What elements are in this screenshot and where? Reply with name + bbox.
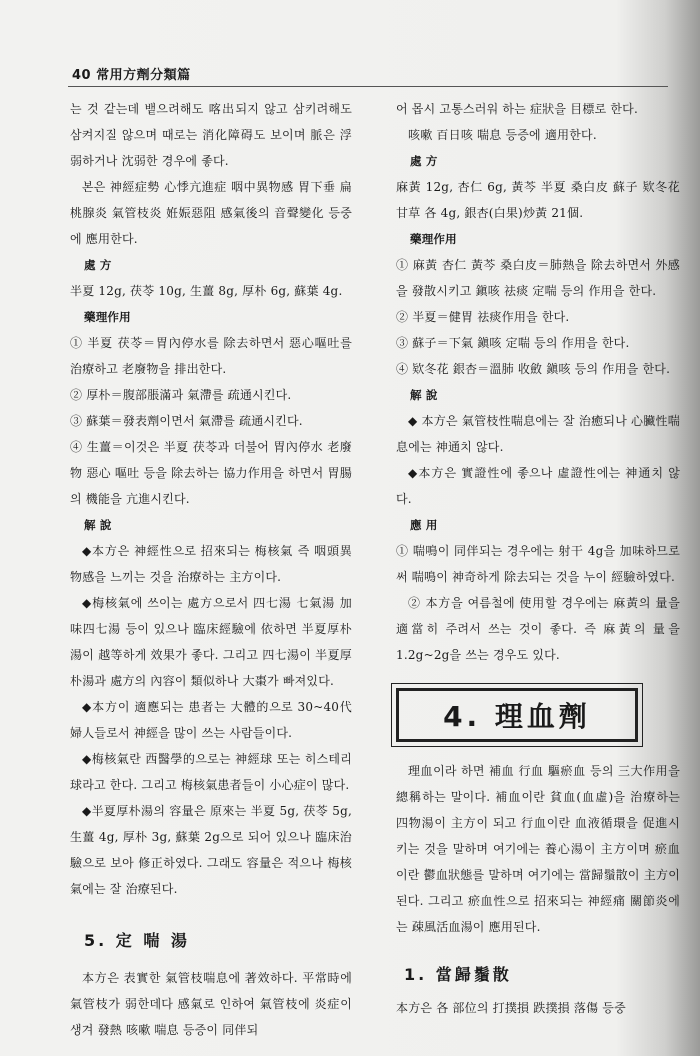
paragraph: 本方은 各 部位의 打撲損 跌撲損 落傷 등중 bbox=[396, 1001, 626, 1015]
paragraph: 어 몹시 고통스러워 하는 症狀을 目標로 한다. bbox=[396, 102, 638, 116]
paragraph: ③ 蘇子＝下氣 鎭咳 定喘 등의 作用을 한다. bbox=[396, 336, 630, 350]
paragraph: 咳嗽 百日咳 喘息 등증에 適用한다. bbox=[408, 128, 597, 142]
paragraph: ④ 生薑＝이것은 半夏 茯苓과 더불어 胃內停水 老廢物 惡心 嘔吐 등을 除去하는 協力作用을 하면서 胃腸의 機能을 亢進시킨다. bbox=[70, 440, 352, 506]
paragraph: ② 半夏＝健胃 祛痰作用을 한다. bbox=[396, 310, 570, 324]
subsection-heading: 解 說 bbox=[84, 518, 112, 532]
paragraph: 理血이라 하면 補血 行血 驅瘀血 등의 三大作用을 總稱하는 말이다. 補血이란 貧血(血虛)을 治療하는 四物湯이 主方이 되고 行血이란 血液循環을 促進시키는 것을 말하며 여기에는 養心湯이 主方이며 瘀血이란 鬱血狀態를 말하며 여기에는 當歸鬚散이 主方이 된다. 그리고 瘀血性으로 招來되는 神經痛 關節炎에는 疎風活血湯이 應用된다. bbox=[396, 764, 680, 934]
paragraph: 本方은 表實한 氣管枝喘息에 著效하다. 平常時에 氣管枝가 弱한데다 感氣로 인하여 氣管枝에 炎症이 생겨 發熱 咳嗽 喘息 등증이 同伴되 bbox=[70, 971, 352, 1037]
header-divider bbox=[68, 86, 668, 87]
subsection-heading: 應 用 bbox=[410, 518, 438, 532]
paragraph: ① 半夏 茯苓＝胃內停水를 除去하면서 惡心嘔吐를 治療하고 老廢物을 排出한다. bbox=[70, 336, 352, 376]
paragraph: ◆梅核氣란 西醫學的으로는 神經球 또는 히스테리球라고 한다. 그리고 梅核氣患者들이 小心症이 많다. bbox=[70, 752, 352, 792]
paragraph: ③ 蘇葉＝發表劑이면서 氣滯를 疏通시킨다. bbox=[70, 414, 303, 428]
subsection-heading: 藥理作用 bbox=[84, 310, 131, 324]
paragraph: 본은 神經症勢 心悸亢進症 咽中異物感 胃下垂 扁桃腺炎 氣管枝炎 姙娠惡阻 感氣後의 音聲變化 등중에 應用한다. bbox=[70, 180, 352, 246]
paragraph: ◆ 本方은 氣管枝性喘息에는 잘 治癒되나 心臟性喘息에는 神通치 않다. bbox=[396, 414, 680, 454]
chapter-heading: 4. 理血劑 bbox=[443, 700, 591, 733]
subsection-heading: 藥理作用 bbox=[410, 232, 457, 246]
subsection-heading: 解 說 bbox=[410, 388, 438, 402]
paragraph: ◆本方이 適應되는 患者는 大體的으로 30~40代 婦人들로서 神經을 많이 쓰는 사람들이다. bbox=[70, 700, 352, 740]
paragraph: ② 本方을 여름철에 使用할 경우에는 麻黃의 量을 適當히 주려서 쓰는 것이 좋다. 즉 麻黃의 量을 1.2g~2g을 쓰는 경우도 있다. bbox=[396, 596, 680, 662]
paragraph: 半夏 12g, 茯苓 10g, 生薑 8g, 厚朴 6g, 蘇葉 4g. bbox=[70, 284, 343, 298]
page-header: 40 常用方劑分類篇 bbox=[72, 68, 191, 83]
left-column bbox=[70, 96, 352, 1043]
paragraph: ◆梅核氣에 쓰이는 處方으로서 四七湯 七氣湯 加味四七湯 등이 있으나 臨床經驗에 依하면 半夏厚朴湯이 越等하게 效果가 좋다. 그리고 四七湯이 半夏厚朴湯과 處方의 內容이 類似하나 大棗가 빠져있다. bbox=[70, 596, 352, 688]
section-title: 1. 當歸鬚散 bbox=[404, 965, 512, 984]
paragraph: ① 麻黃 杏仁 黃芩 桑白皮＝肺熱을 除去하면서 外感을 發散시키고 鎭咳 祛痰 定喘 등의 作用을 한다. bbox=[396, 258, 680, 298]
paragraph: ④ 欵冬花 銀杏＝溫肺 收斂 鎭咳 등의 作用을 한다. bbox=[396, 362, 671, 376]
paragraph: 麻黃 12g, 杏仁 6g, 黃芩 半夏 桑白皮 蘇子 欵冬花 甘草 各 4g, 銀杏(白果)炒黃 21個. bbox=[396, 180, 680, 220]
section-title: 5. 定 喘 湯 bbox=[84, 931, 190, 950]
right-column bbox=[396, 96, 680, 1021]
subsection-heading: 處 方 bbox=[410, 154, 438, 168]
subsection-heading: 處 方 bbox=[84, 258, 112, 272]
paragraph: 는 것 같는데 뱉으려해도 喀出되지 않고 삼키려해도 삼켜지질 않으며 때로는 消化障碍도 보이며 脈은 浮弱하거나 沈弱한 경우에 좋다. bbox=[70, 102, 352, 168]
paragraph: ◆本方은 實證性에 좋으나 虛證性에는 神通치 않다. bbox=[396, 466, 680, 506]
paragraph: ① 喘鳴이 同伴되는 경우에는 射干 4g을 加味하므로써 喘鳴이 神奇하게 除去되는 것을 누이 經驗하였다. bbox=[396, 544, 680, 584]
paragraph: ② 厚朴＝腹部脹滿과 氣滯를 疏通시킨다. bbox=[70, 388, 292, 402]
paragraph: ◆半夏厚朴湯의 容量은 原來는 半夏 5g, 茯苓 5g, 生薑 4g, 厚朴 3g, 蘇葉 2g으로 되어 있으나 臨床治驗으로 보아 修正하였다. 그래도 容量은 적으나 梅核氣에는 잘 治療된다. bbox=[70, 804, 352, 896]
chapter-heading-box bbox=[396, 688, 638, 742]
paragraph: ◆本方은 神經性으로 招來되는 梅核氣 즉 咽頭異物感을 느끼는 것을 治療하는 主方이다. bbox=[70, 544, 352, 584]
